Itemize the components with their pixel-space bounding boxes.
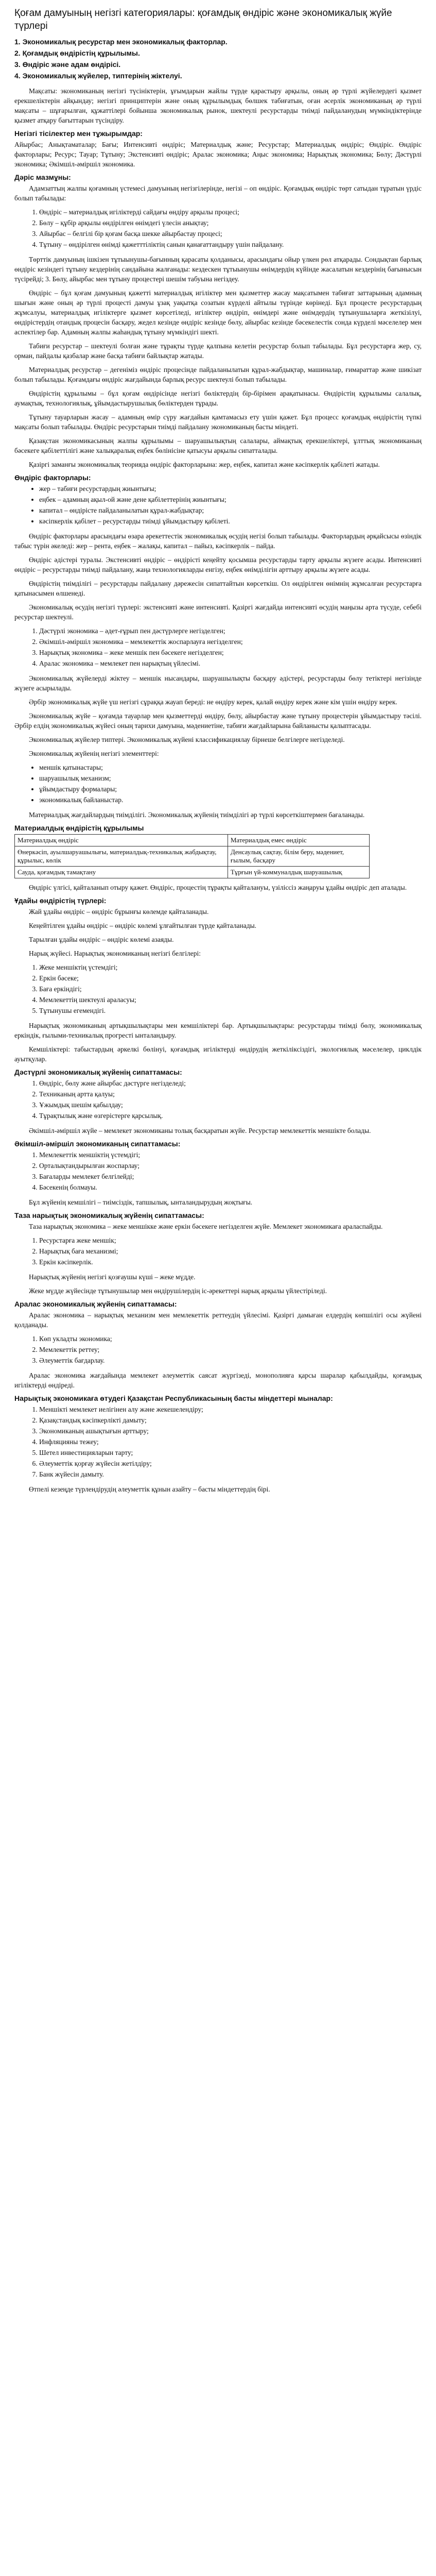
list-item: 4. Мемлекеттің шектеулі араласуы;: [39, 995, 422, 1005]
outline-item-2: 2. Қоғамдық өндірістің құрылымы.: [14, 49, 140, 58]
list-item: • кәсіпкерлік қабілет – ресурстарды тиімді ұйымдастыру қабілеті.: [39, 516, 422, 526]
paragraph: Өндіріс факторлары арасындағы өзара әрекеттестік экономикалық өсудің негізі болып табылады. Факторлардың әрқайсысы өзіндік табыс түрін әкеледі: жер – рента, еңбек – жалақы, капитал – пайыз, кәсіпкерлік – пайда.: [14, 532, 422, 550]
list-item: 6. Әлеуметтік қорғау жүйесін жетілдіру;: [39, 1459, 422, 1468]
paragraph: Қазақстан экономикасының жалпы құрылымы – шаруашылықтың салалары, аймақтық ерекшеліктері, ұлттық экономиканың бәсекеге қабілеттілігі және халықаралық еңбек бөлінісіне қатысуы арқылы сипатталады.: [14, 437, 422, 455]
stages-list: [14, 207, 422, 249]
page-title: Қоғам дамуының негізгі категориялары: қоғамдық өндіріс және экономикалық жүйе түрлері: [14, 8, 392, 31]
list-item: 2. Орталықтандырылған жоспарлау;: [39, 1161, 422, 1171]
paragraph: Кемшіліктері: табыстардың әркелкі бөлінуі, қоғамдық игіліктерді өндірудің жеткіліксіздігі, экологиялық мәселелер, циклдік ауытқулар.: [14, 1045, 422, 1063]
table-cell: Материалдық өндіріс: [15, 835, 228, 846]
list-item: 2. Қазақстандық кәсіпкерлікті дамыту;: [39, 1415, 422, 1425]
table-row: [15, 867, 370, 878]
list-item: 1. Ресурстарға жеке меншік;: [39, 1235, 422, 1245]
pure-market-list: [14, 1235, 422, 1267]
table-row: [15, 835, 370, 846]
list-item: 2. Бөлу – құбір арқылы өндірілген өнімдегі үлесін анықтау;: [39, 218, 422, 228]
factors-heading: Өндіріс факторлары:: [14, 473, 91, 482]
paragraph: Өндіріс үлгісі, қайталанып отыру қажет. Өндіріс, процестің тұрақты қайталануы, үзіліссіз жаңаруы ұдайы өндіріс деп аталады.: [29, 884, 407, 892]
paragraph: Экономикалық жүйелерді жіктеу – меншік нысандары, шаруашылықты басқару әдістері, ресурстарды бөлу тетіктері негізінде жүзеге асырылады.: [14, 674, 422, 692]
systems-list: [14, 626, 422, 668]
subheading: Ұдайы өндірістің түрлері:: [14, 896, 107, 905]
list-item: 2. Нарықтық баға механизмі;: [39, 1246, 422, 1256]
paragraph: Әкімшіл-әміршіл жүйе – мемлекет экономиканы толық басқаратын жүйе. Ресурстар мемлекеттік меншікте болады.: [29, 1127, 371, 1135]
traditional-list: [14, 1078, 422, 1121]
factors-list: [14, 484, 422, 526]
lecture-heading: Дәріс мазмұны:: [14, 173, 71, 182]
elements-list: [14, 762, 422, 805]
table-cell: Денсаулық сақтау, білім беру, мәдениет, ғылым, басқару: [228, 846, 369, 867]
list-item: 4. Тұтыну – өндірілген өнімді қажетттіліктің санын қанағаттандыру үшін пайдалану.: [39, 240, 422, 249]
paragraph: Бұл жүйенің кемшілігі – тиімсіздік, тапшылық, ынталандырудың жоқтығы.: [29, 1198, 253, 1207]
paragraph: Экономикалық жүйе – қоғамда тауарлар мен қызметтерді өндіру, бөлу, айырбастау және тұтыну процестерін ұйымдастыру тәсілі. Әрбір елдің экономикалық жүйесі оның тарихи дамуына, мәдениетіне, табиғи жағдайларына байланысты қалыптасады.: [14, 712, 422, 730]
kazakhstan-heading: Нарықтық экономикаға өтудегі Қазақстан Республикасының басты міндеттері мыналар:: [14, 1394, 333, 1403]
paragraph: Кеңейтілген ұдайы өндіріс – өндіріс көлемі ұлғайтылған түрде қайталанады.: [29, 922, 257, 930]
list-item: 3. Айырбас – белгілі бір қоғам басқа шекке айырбастау процесі;: [39, 229, 422, 239]
list-item: 3. Еркін кәсіпкерлік.: [39, 1257, 422, 1267]
paragraph: Аралас экономика – нарықтық механизм мен мемлекеттік реттеудің үйлесімі. Қазіргі дамыған елдердің көпшілігі осы жүйені қолданады.: [14, 1311, 422, 1329]
paragraph: Өндіріс – бұл қоғам дамуының қажетті материалдық игіліктер мен қызметтер жасау мақсатымен табиғат заттарының адамның шығын және оның әр түрлі процесті дамуы ұзақ уақытқа созатын күрделі айтылы түрінде көрінеді. Бұл процесте ресурстардың жұмсалуы, материалдық игіліктерге қызмет көрсетіледі, игіліктер өндіріп, өнімдері және өнімдердің тұтынушыларға жеткізілуі, өндірістердің отандық процесін басқару, жедел кезінде өндіріс кезінде бөлу, айырбас кезінде бәсекелестік сонда күрделі мәселелер мен аспектілер бар. Адамның жалпы жаһандық тұтыну мүмкіндігі шекті.: [14, 289, 422, 336]
list-item: 3. Әлеуметтік бағдарлау.: [39, 1355, 422, 1365]
list-item: 1. Өндіріс – материалдық игіліктерді сайдағы өндіру арқылы процесі;: [39, 207, 422, 217]
list-item: • шаруашылық механизм;: [39, 773, 422, 783]
paragraph: Экономикалық жүйенің негізгі элементтері:: [29, 750, 159, 758]
paragraph: Табиғи ресурстар – шектеулі болған және тұрақты түрде қалпына келетін ресурстар болып табылады. Бұл ресурстарға жер, су, орман, пайдалы қазбалар және басқа табиғи байлықтар жатады.: [14, 342, 422, 360]
list-item: 2. Еркін бәсеке;: [39, 973, 422, 983]
outline-item-1: 1. Экономикалық ресурстар мен экономикалық факторлар.: [14, 38, 228, 46]
paragraph: Нарықтық жүйенің негізгі қозғаушы күші – жеке мүдде.: [29, 1273, 196, 1281]
list-item: 5. Шетел инвестицияларын тарту;: [39, 1448, 422, 1458]
mixed-list: [14, 1334, 422, 1365]
command-heading: Әкімшіл-әміршіл экономиканың сипаттамасы:: [14, 1140, 181, 1148]
kazakhstan-list: [14, 1404, 422, 1479]
list-item: 4. Тұрақтылық және өзгерістерге қарсылық.: [39, 1111, 422, 1121]
paragraph: Өндірістің құрылымы – бұл қоғам өндірісінде негізгі бөліктердің бір-бірімен арақатынасы. Өндірістің құрылымы салалық, аумақтық, технологиялық, ұйымдастырушылық бөліктерден тұрады.: [14, 389, 422, 408]
paragraph: Таза нарықтық экономика – жеке меншікке және еркін бәсекеге негізделген жүйе. Мемлекет экономикаға араласпайды.: [29, 1223, 383, 1231]
list-item: • капитал – өндірісте пайдаланылатын құрал-жабдықтар;: [39, 505, 422, 515]
mixed-heading: Аралас экономикалық жүйенің сипаттамасы:: [14, 1300, 177, 1309]
table-heading: Материалдық өндірістің құрылымы: [14, 824, 144, 833]
list-item: 3. Бағаларды мемлекет белгілейді;: [39, 1172, 422, 1181]
list-item: 7. Банк жүйесін дамыту.: [39, 1469, 422, 1479]
list-item: 1. Меншікті мемлекет иелігінен алу және жекешелендіру;: [39, 1404, 422, 1414]
outline-item-3: 3. Өндіріс және адам өндірісі.: [14, 60, 121, 69]
traditional-heading: Дәстүрлі экономикалық жүйенің сипаттамасы:: [14, 1068, 182, 1077]
list-item: 2. Әкімшіл-әміршіл экономика – мемлекеттік жоспарлауға негізделген;: [39, 637, 422, 647]
paragraph: Нарықтық экономиканың артықшылықтары мен кемшіліктері бар. Артықшылықтары: ресурстарды тиімді бөлу, экономикалық еркіндік, ғылыми-техникалық прогресті ынталандыру.: [14, 1022, 422, 1040]
list-item: 1. Өндіріс, бөлу және айырбас дәстүрге негізделеді;: [39, 1078, 422, 1088]
paragraph: Төрттік дамуының ішкізен тұтыынушы-бағынның қарасаты қолданысы, арасындағы ойыр үлкен рөл атқарады. Сондықтан барлық өндіріс кезіндегі тұтыну кездерінің сандайына жалғанады: кездескен тұтыынушы өнімдердің күйінде жасалатын кездерінің бағынысын түсірейді; 3. Бөлу, айырбас мен тұтыну процестері шешім табуына негіздеу.: [14, 256, 422, 283]
paragraph: Қазіргі заманғы экономикалық теорияда өндіріс факторларына: жер, еңбек, капитал және кәсіпкерлік қабілеті жатады.: [29, 461, 380, 469]
list-item: 1. Көп укладты экономика;: [39, 1334, 422, 1344]
table-cell: Материалдық емес өндіріс: [228, 835, 369, 846]
paragraph: Тарылған ұдайы өндіріс – өндіріс көлемі азаяды.: [29, 936, 174, 944]
paragraph: Адамзаттың жалпы қоғамның үстемесі дамуының негізгілерінде, негізі – оп өндіріс. Қоғамдық өндіріс төрт сатыдан тұратын үрдіс болып табылады:: [14, 184, 422, 202]
table-row: [15, 846, 370, 867]
paragraph: Материалдық жағдайлардың тиімділігі. Экономикалық жүйенің тиімділігі әр түрлі көрсеткіштермен бағаланады.: [29, 811, 365, 819]
list-item: • меншік қатынастары;: [39, 762, 422, 772]
market-list: [14, 962, 422, 1015]
pure-market-heading: Таза нарықтық экономикалық жүйенің сипаттамасы:: [14, 1211, 204, 1220]
list-item: • жер – табиғи ресурстардың жиынтығы;: [39, 484, 422, 494]
paragraph: Жай ұдайы өндіріс – өндіріс бұрынғы көлемде қайталанады.: [29, 908, 209, 916]
list-item: 4. Инфляцияны тежеу;: [39, 1437, 422, 1447]
table-cell: Тұрғын үй-коммуналдық шаруашылық: [228, 867, 369, 878]
list-item: • ұйымдастыру формалары;: [39, 784, 422, 794]
paragraph: Өндіріс әдістері туралы. Экстенсивті өндіріс – өндірісті кеңейту қосымша ресурстарды тарту арқылы жүзеге асады. Интенсивті өндіріс – ресурстарды тиімді пайдалану, жаңа технологияларды енгізу, еңбек өнімділігін арттыру арқылы жүзеге асады.: [14, 556, 422, 574]
list-item: 4. Бәсекенің болмауы.: [39, 1182, 422, 1192]
goal-paragraph: Мақсаты: экономиканың негізгі түсініктерін, ұғымдарын жайлы түрде қарастыру арқылы, оның әр түрлі жүйелердегі қызмет ерекшеліктерін айқындау; негізгі принциптерін және оның құрылымдық бөлшек табиғатын, оған әсерлік экономиканың әр түрлі мақсаты – шұғарылған, құжаттілері бойынша экономикалық рынок, шектеулі ресурстарды тиімді пайдаланудың мүмкіндіктерінде қызмет атқару бағыттарын түсіндіру.: [14, 87, 422, 125]
closing-paragraph: Өтпелі кезеңде түрлендірудің әлеуметтік құнын азайту – басты міндеттердің бірі.: [29, 1485, 270, 1494]
paragraph: Тұтыну тауарларын жасау – адамның өмір сүру жағдайын қамтамасыз ету үшін қажет. Бұл процесс қоғамдық өндірістің түпкі мақсаты болып табылады. Өндіріс ресурстарын тиімді пайдалану экономиканың басты міндеті.: [14, 413, 422, 431]
paragraph: Экономикалық жүйелер типтері. Экономикалық жүйені классификациялау бірнеше белгілерге негізделеді.: [29, 736, 345, 744]
list-item: 4. Аралас экономика – мемлекет пен нарықтың үйлесімі.: [39, 658, 422, 668]
list-item: 1. Дәстүрлі экономика – әдет-ғұрып пен дәстүрлерге негізделген;: [39, 626, 422, 636]
list-item: 1. Жеке меншіктің үстемдігі;: [39, 962, 422, 972]
list-item: 2. Мемлекеттік реттеу;: [39, 1345, 422, 1354]
list-item: 1. Мемлекеттік меншіктің үстемдігі;: [39, 1150, 422, 1160]
paragraph: Өндірістің тиімділігі – ресурстарды пайдалану дәрежесін сипаттайтын көрсеткіш. Ол өндірілген өнімнің жұмсалған ресурстарға қатынасымен өлшенеді.: [14, 580, 422, 598]
list-item: 3. Баға еркіндігі;: [39, 984, 422, 994]
paragraph: Аралас экономика жағдайында мемлекет әлеуметтік саясат жүргізеді, монополияға қарсы шаралар қабылдайды, қоғамдық игіліктерді өндіреді.: [14, 1371, 422, 1389]
outline-item-4: 4. Экономикалық жүйелер, типтерінің жіктелуі.: [14, 72, 182, 80]
list-item: 3. Нарықтық экономика – жеке меншік пен бәсекеге негізделген;: [39, 648, 422, 657]
paragraph: Экономикалық өсудің негізгі түрлері: экстенсивті және интенсивті. Қазіргі жағдайда интенсивті өсудің маңызы арта түсуде, себебі ресурстар шектеулі.: [14, 603, 422, 621]
list-item: 5. Тұтынушы егемендігі.: [39, 1006, 422, 1015]
table-cell: Сауда, қоғамдық тамақтану: [15, 867, 228, 878]
table-cell: Өнеркәсіп, ауылшаруашылығы, материалдық-техникалық жабдықтау, құрылыс, көлік: [15, 846, 228, 867]
structure-table: [14, 834, 370, 878]
paragraph: Жеке мүдде жүйесінде тұтынушылар мен өндірушілердің іс-әрекеттері нарық арқылы үйлестіріледі.: [29, 1287, 327, 1295]
list-item: 3. Ұжымдық шешім қабылдау;: [39, 1100, 422, 1110]
list-item: • еңбек – адамның ақыл-ой және дене қабілеттерінің жиынтығы;: [39, 495, 422, 504]
paragraph: Әрбір экономикалық жүйе үш негізгі сұраққа жауап береді: не өндіру керек, қалай өндіру керек және кім үшін өндіру керек.: [29, 698, 397, 706]
paragraph: Материалдық ресурстар – дегеніміз өндіріс процесінде пайдаланылатын құрал-жабдықтар, машиналар, ғимараттар және шикізат болып табылады. Қоғамдағы өндіріс жағдайында барлық ресурс шектеулі болып табылады.: [14, 366, 422, 384]
list-item: • экономикалық байланыстар.: [39, 795, 422, 805]
list-item: 3. Экономиканың ашықтығын арттыру;: [39, 1426, 422, 1436]
key-terms-paragraph: Айырбас; Анықтаматалар; Бағы; Интенсивті өндіріс; Материалдық және; Ресурстар; Материалдық өндіріс; Өндіріс. Өндіріс факторлары; Ресурс; Тауар; Тұтыну; Экстенсивті өндіріс; Аралас экономика; Аңыс экономика; Нарықтық экономика; Бөлу; Дәстүрлі экономика; Әкімшіл-әміршіл экономика.: [14, 141, 422, 168]
list-item: 2. Техниканың артта қалуы;: [39, 1089, 422, 1099]
command-list: [14, 1150, 422, 1192]
paragraph: Нарық жүйесі. Нарықтық экономиканың негізгі белгілері:: [29, 950, 201, 958]
key-terms-heading: Негізгі тісілектер мен тұжырымдар:: [14, 129, 143, 138]
